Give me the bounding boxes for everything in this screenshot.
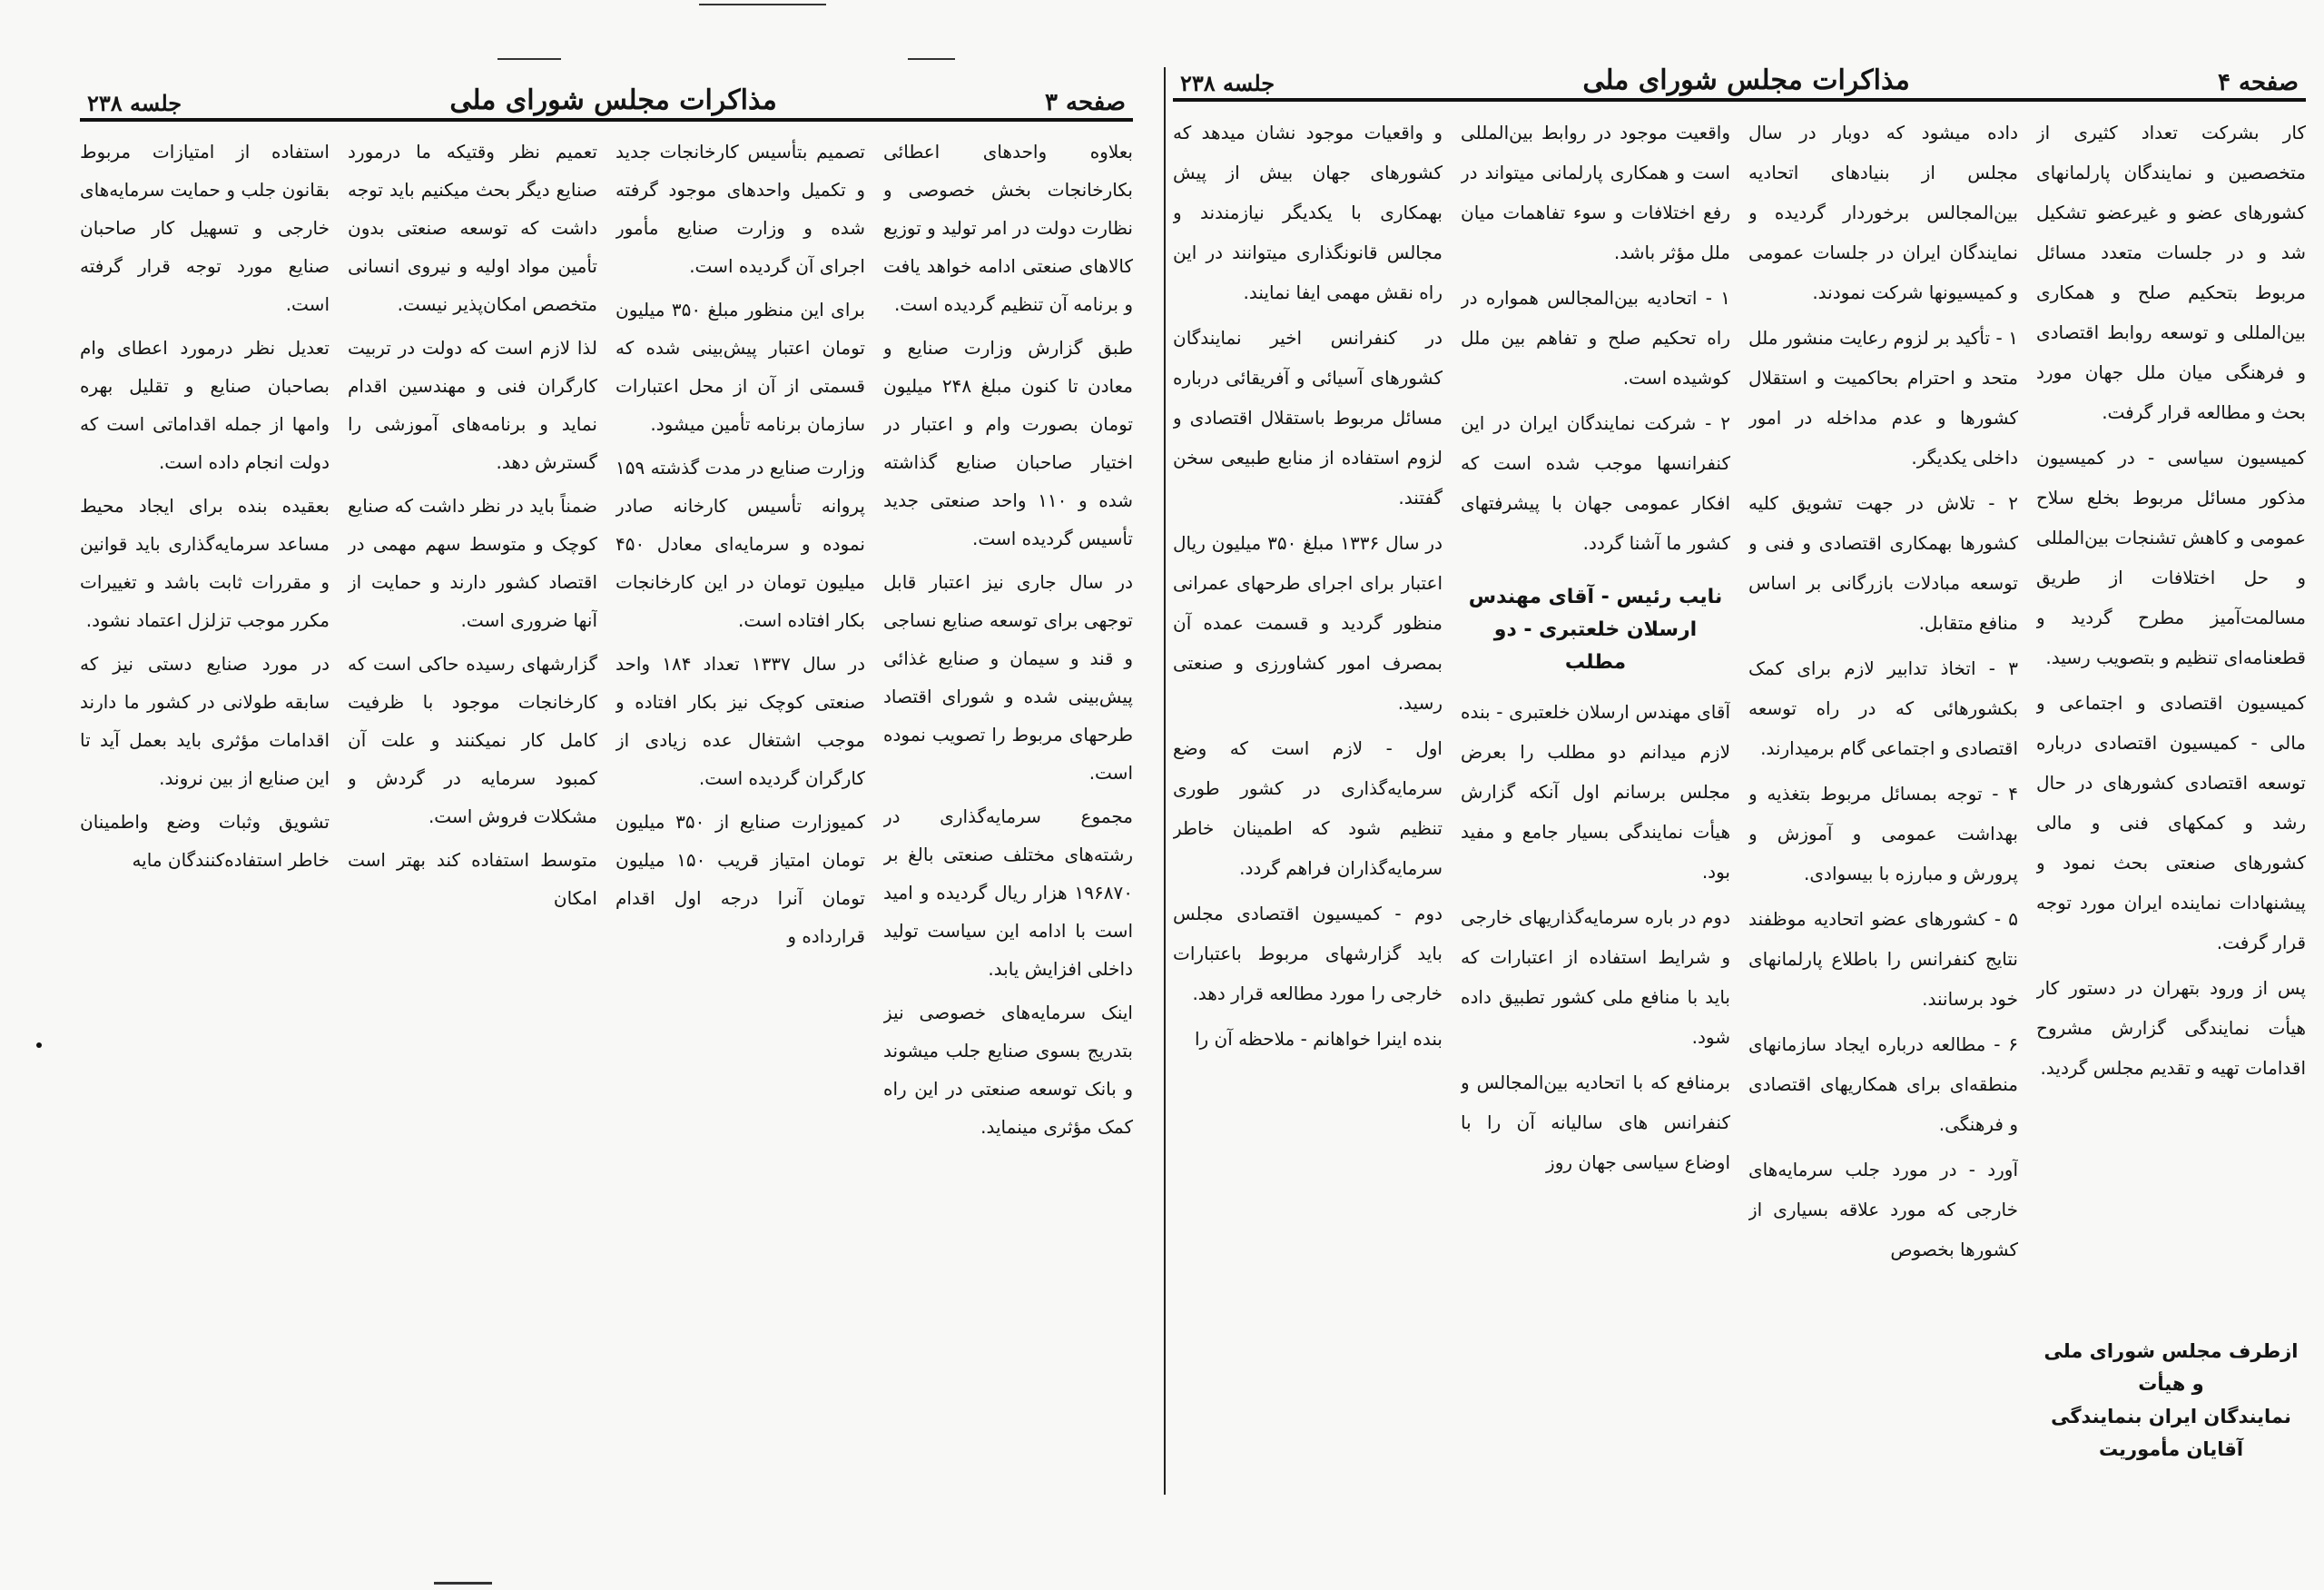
paragraph: طبق گزارش وزارت صنایع و معادن تا کنون مبلغ ۲۴۸ میلیون تومان بصورت وام و اعتبار در اختیار صاحبان صنایع گذاشته شده و ۱۱۰ واحد صنعتی جدید تأسیس گردیده است. <box>883 337 1133 549</box>
paragraph: برمنافع که با اتحادیه بین‌المجالس و کنفرانس های سالیانه آن را با اوضاع سیاسی جهان روز <box>1461 1072 1730 1173</box>
right-page-column-4 <box>1173 113 1443 1466</box>
session-number: جلسه ۲۳۸ <box>1180 70 1275 96</box>
left-page <box>80 85 1133 1502</box>
paragraph: واقعیت موجود در روابط بین‌المللی است و همکاری پارلمانی میتواند در رفع اختلافات و سوء تفاهمات میان ملل مؤثر باشد. <box>1461 122 1730 263</box>
right-page-column-1 <box>2036 113 2306 1466</box>
paragraph: بنده اینرا خواهانم - ملاحظه آن را <box>1194 1028 1443 1050</box>
paragraph: آقای مهندس ارسلان خلعتبری - بنده لازم میدانم دو مطلب را بعرض مجلس برسانم اول آنکه گزارش هیأت نمایندگی بسیار جامع و مفید بود. <box>1461 701 1730 883</box>
paragraph: و واقعیات موجود نشان میدهد که کشورهای جهان بیش از پیش بهمکاری با یکدیگر نیازمندند و مجالس قانونگذاری میتوانند در این راه نقش مهمی ایفا نمایند. <box>1173 122 1443 303</box>
speaker-heading <box>1461 581 1730 679</box>
list-item: ۴ - توجه بمسائل مربوط بتغذیه و بهداشت عمومی و آموزش و پرورش و مبارزه با بیسوادی. <box>1748 783 2018 884</box>
scan-mark <box>699 4 826 5</box>
header-rule <box>80 118 1133 122</box>
left-page-column-4 <box>80 133 330 1486</box>
list-item: ۲ - شرکت نمایندگان ایران در این کنفرانسها موجب شده است که افکار عمومی جهان با پیشرفتهای کشور ما آشنا گردد. <box>1461 412 1730 554</box>
paragraph: تشویق وثبات وضع واطمینان خاطر استفاده‌کنندگان مایه <box>80 811 330 871</box>
left-page-column-1 <box>883 133 1133 1486</box>
paragraph: تعمیم نظر وقتیکه ما درمورد صنایع دیگر بحث میکنیم باید توجه داشت که توسعه صنعتی بدون تأمین مواد اولیه و نیروی انسانی متخصص امکان‌پذیر نیست. <box>348 141 597 315</box>
session-number: جلسه ۲۳۸ <box>87 90 182 116</box>
list-item: ۲ - تلاش در جهت تشویق کلیه کشورها بهمکاری اقتصادی و فنی و توسعه مبادلات بازرگانی بر اساس منافع متقابل. <box>1748 492 2018 634</box>
left-page-column-3 <box>348 133 597 1486</box>
paragraph: ضمناً باید در نظر داشت که صنایع کوچک و متوسط سهم مهمی در اقتصاد کشور دارند و حمایت از آنها ضروری است. <box>348 495 597 631</box>
right-page <box>1173 65 2306 1491</box>
paragraph: در کنفرانس اخیر نمایندگان کشورهای آسیائی و آفریقائی درباره مسائل مربوط باستقلال اقتصادی و لزوم استفاده از منابع طبیعی سخن گفتند. <box>1173 327 1443 509</box>
paragraph: بعقیده بنده برای ایجاد محیط مساعد سرمایه‌گذاری باید قوانین و مقررات ثابت باشد و تغییرات مکرر موجب تزلزل اعتماد نشود. <box>80 495 330 631</box>
closing-line: ازطرف مجلس شورای ملی و هیأت <box>2043 1340 2299 1395</box>
paragraph: تصمیم بتأسیس کارخانجات جدید و تکمیل واحدهای موجود گرفته شده و وزارت صنایع مأمور اجرای آن گردیده است. <box>615 141 865 277</box>
paragraph: کمیسیون اقتصادی و اجتماعی و مالی - کمیسیون اقتصادی درباره توسعه اقتصادی کشورهای در حال رشد و کمکهای فنی و مالی کشورهای صنعتی بحث نمود و پیشنهادات نماینده ایران مورد توجه قرار گرفت. <box>2036 692 2306 953</box>
scan-mark <box>908 58 955 60</box>
page-header <box>1173 65 2306 96</box>
scan-mark <box>434 1582 492 1585</box>
paragraph: مجموع سرمایه‌گذاری در رشته‌های مختلف صنعتی بالغ بر ۱۹۶۸۷۰ هزار ریال گردیده و امید است با ادامه این سیاست تولید داخلی افزایش یابد. <box>883 805 1133 980</box>
paragraph: کمیوزارت صنایع از ۳۵۰ میلیون تومان امتیاز قریب ۱۵۰ میلیون تومان آنرا درجه اول اقدام قرارداده و <box>615 811 865 947</box>
left-page-column-2 <box>615 133 865 1486</box>
paragraph: آورد - در مورد جلب سرمایه‌های خارجی که مورد علاقه بسیاری از کشورها بخصوص <box>1748 1159 2018 1260</box>
paragraph: در سال ۱۳۳۷ تعداد ۱۸۴ واحد صنعتی کوچک نیز بکار افتاده و موجب اشتغال عده زیادی از کارگران گردیده است. <box>615 653 865 789</box>
paragraph: لذا لازم است که دولت در تربیت کارگران فنی و مهندسین اقدام نماید و برنامه‌های آموزشی را گسترش دهد. <box>348 337 597 473</box>
paragraph: اول - لازم است که وضع سرمایه‌گذاری در کشور طوری تنظیم شود که اطمینان خاطر سرمایه‌گذاران فراهم گردد. <box>1173 737 1443 879</box>
paragraph: داده میشود که دوبار در سال مجلس از بنیادهای اتحادیه بین‌المجالس برخوردار گردیده و نمایندگان ایران در جلسات عمومی و کمیسیونها شرکت نمودند. <box>1748 122 2018 303</box>
paragraph: دوم در باره سرمایه‌گذاریهای خارجی و شرایط استفاده از اعتبارات که باید با منافع ملی کشور تطبیق داده شود. <box>1461 906 1730 1048</box>
page-header <box>80 85 1133 116</box>
paragraph: در مورد صنایع دستی نیز که سابقه طولانی در کشور ما دارند اقدامات مؤثری باید بعمل آید تا این صنایع از بین نروند. <box>80 653 330 789</box>
page-title: مذاکرات مجلس شورای ملی <box>449 84 777 116</box>
header-rule <box>1173 98 2306 102</box>
paragraph: دوم - کمیسیون اقتصادی مجلس باید گزارشهای مربوط باعتبارات خارجی را مورد مطالعه قرار دهد. <box>1173 903 1443 1004</box>
text-columns <box>1173 113 2306 1466</box>
paragraph: گزارشهای رسیده حاکی است که کارخانجات موجود با ظرفیت کامل کار نمیکنند و علت آن کمبود سرمایه در گردش و مشکلات فروش است. <box>348 653 597 827</box>
margin-dot <box>36 1042 42 1048</box>
paragraph: متوسط استفاده کند بهتر است امکان <box>348 849 597 909</box>
closing-note <box>2036 1335 2306 1466</box>
paragraph: وزارت صنایع در مدت گذشته ۱۵۹ پروانه تأسیس کارخانه صادر نموده و سرمایه‌ای معادل ۴۵۰ میلیون تومان در این کارخانجات بکار افتاده است. <box>615 457 865 631</box>
paragraph: کار بشرکت تعداد کثیری از متخصصین و نمایندگان پارلمانهای کشورهای عضو و غیرعضو تشکیل شد و در جلسات متعدد مسائل مربوط بتحکیم صلح و همکاری بین‌المللی و توسعه روابط اقتصادی و فرهنگی میان ملل جهان مورد بحث و مطالعه قرار گرفت. <box>2036 122 2306 423</box>
list-item: ۶ - مطالعه درباره ایجاد سازمانهای منطقه‌ای برای همکاریهای اقتصادی و فرهنگی. <box>1748 1033 2018 1135</box>
text-columns <box>80 133 1133 1486</box>
paragraph: کمیسیون سیاسی - در کمیسیون مذکور مسائل مربوط بخلع سلاح عمومی و کاهش تشنجات بین‌المللی و حل اختلافات از طریق مسالمت‌آمیز مطرح گردید و قطعنامه‌ای تنظیم و بتصویب رسید. <box>2036 447 2306 668</box>
closing-line: نمایندگان ایران بنمایندگی آقایان مأموریت <box>2051 1406 2291 1460</box>
scan-mark <box>497 58 561 60</box>
list-item: ۵ - کشورهای عضو اتحادیه موظفند نتایج کنفرانس را باطلاع پارلمانهای خود برسانند. <box>1748 908 2018 1010</box>
paragraph: پس از ورود بتهران در دستور کار هیأت نمایندگی گزارش مشروح اقدامات تهیه و تقدیم مجلس گردید. <box>2036 977 2306 1079</box>
page-number: صفحه ۳ <box>1045 89 1126 116</box>
paragraph: تعدیل نظر درمورد اعطای وام بصاحبان صنایع و تقلیل بهره وامها از جمله اقداماتی است که دولت انجام داده است. <box>80 337 330 473</box>
right-page-column-2 <box>1748 113 2018 1466</box>
paragraph: استفاده از امتیازات مربوط بقانون جلب و حمایت سرمایه‌های خارجی و تسهیل کار صاحبان صنایع مورد توجه قرار گرفته است. <box>80 141 330 315</box>
list-item: ۳ - اتخاذ تدابیر لازم برای کمک بکشورهائی که در راه توسعه اقتصادی و اجتماعی گام برمیدارند. <box>1748 657 2018 759</box>
paragraph: برای این منظور مبلغ ۳۵۰ میلیون تومان اعتبار پیش‌بینی شده که قسمتی از آن از محل اعتبارات سازمان برنامه تأمین میشود. <box>615 299 865 435</box>
list-item: ۱ - تأکید بر لزوم رعایت منشور ملل متحد و احترام بحاکمیت و استقلال کشورها و عدم مداخله در امور داخلی یکدیگر. <box>1748 327 2018 469</box>
paragraph: در سال ۱۳۳۶ مبلغ ۳۵۰ میلیون ریال اعتبار برای اجرای طرحهای عمرانی منظور گردید و قسمت عمده آن بمصرف امور کشاورزی و صنعتی رسید. <box>1173 532 1443 714</box>
page-gutter-line <box>1164 67 1166 1495</box>
speaker-heading-line: نایب رئیس - آقای مهندس <box>1468 586 1723 608</box>
paragraph: اینک سرمایه‌های خصوصی نیز بتدریج بسوی صنایع جلب میشوند و بانک توسعه صنعتی در این راه کمک مؤثری مینماید. <box>883 1002 1133 1138</box>
right-page-column-3 <box>1461 113 1730 1466</box>
page-title: مذاکرات مجلس شورای ملی <box>1582 64 1910 96</box>
page-number: صفحه ۴ <box>2218 69 2299 96</box>
paragraph: در سال جاری نیز اعتبار قابل توجهی برای توسعه صنایع نساجی و قند و سیمان و صنایع غذائی پیش‌بینی شده و شورای اقتصاد طرحهای مربوط را تصویب نموده است. <box>883 571 1133 784</box>
paragraph: بعلاوه واحدهای اعطائی بکارخانجات بخش خصوصی و نظارت دولت در امر تولید و توزیع کالاهای صنعتی ادامه خواهد یافت و برنامه آن تنظیم گردیده است. <box>883 141 1133 315</box>
list-item: ۱ - اتحادیه بین‌المجالس همواره در راه تحکیم صلح و تفاهم بین ملل کوشیده است. <box>1461 287 1730 389</box>
speaker-heading-line: ارسلان خلعتبری - دو مطلب <box>1493 618 1698 674</box>
